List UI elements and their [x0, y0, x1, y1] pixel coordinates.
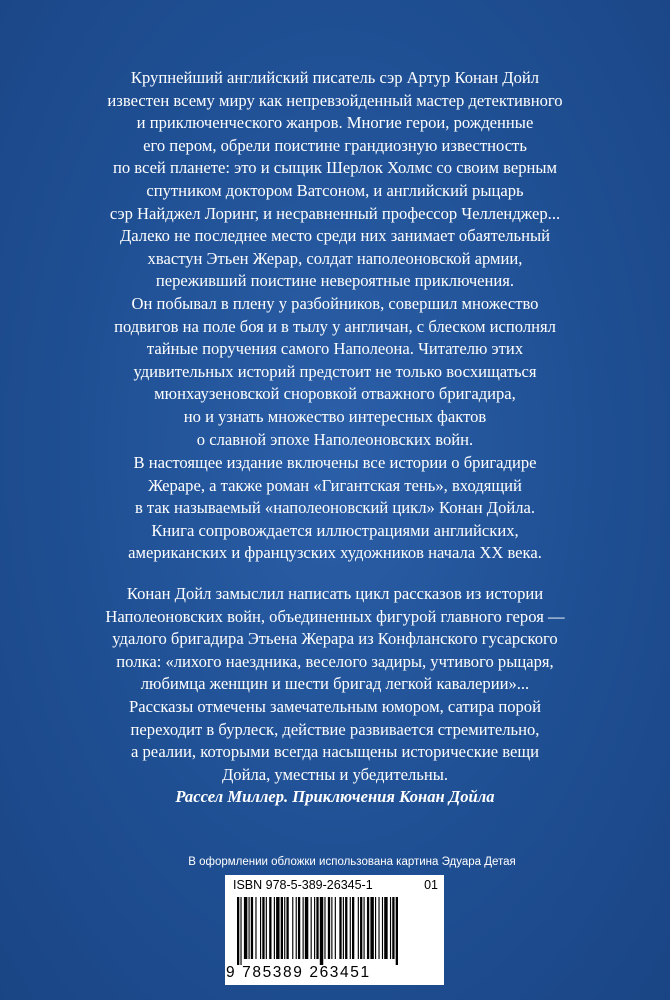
text-line: полка: «лихого наездника, веселого задиры, учтивого рыцаря, [116, 651, 554, 671]
quote-attribution: Рассел Миллер. Приключения Конан Дойла [175, 787, 495, 806]
cover-art-credit: В оформлении обложки использована картина Эдуара Детая [188, 856, 516, 868]
isbn-addon: 01 [424, 878, 438, 892]
barcode-bar [274, 897, 275, 959]
barcode-bar [269, 897, 271, 959]
barcode-bar [396, 897, 398, 965]
barcode-bar [298, 897, 300, 959]
barcode-bar [311, 897, 312, 959]
barcode-bar [249, 897, 250, 959]
barcode-bar [324, 897, 325, 959]
barcode-bar [281, 897, 283, 959]
text-line: удалого бригадира Этьена Жерара из Конфланского гусарского [112, 629, 558, 649]
text-line: тайные поручения самого Наполеона. Читателю этих [146, 339, 524, 359]
barcode-bar [255, 897, 256, 959]
barcode-bar [260, 897, 261, 959]
barcode-bar [345, 897, 347, 959]
barcode-bar [305, 897, 308, 959]
text-line: его пером, обрели поистине грандиозную известность [143, 135, 527, 155]
barcode-bar [390, 897, 391, 959]
text-line: по всей планете: это и сыщик Шерлок Холмс со своим верным [112, 158, 558, 178]
text-line: Книга сопровождается иллюстрациями английских, [151, 520, 519, 540]
barcode-bar [360, 897, 362, 959]
text-line: известен всему миру как непревзойденный мастер детективного [107, 90, 563, 110]
text-line: любимца женщин и шести бригад легкой кавалерии»... [140, 674, 530, 694]
text-line: В настоящее издание включены все истории о бригадире [133, 453, 537, 472]
barcode-bar [314, 897, 315, 959]
barcode-panel [225, 875, 444, 985]
text-line: спутником доктором Ватсоном, и английский рыцарь [146, 180, 524, 200]
barcode-bar [350, 897, 351, 959]
barcode-bar [370, 897, 373, 959]
barcode-bar [237, 897, 239, 965]
text-line: Конан Дойл замыслил написать цикл рассказов из истории [126, 584, 544, 603]
text-line: переживший поистине невероятные приключения. [155, 271, 515, 291]
barcode-bar [392, 897, 394, 959]
text-line: удивительных историй предстоит не только восхищаться [133, 361, 537, 381]
text-line: Наполеоновских войн, объединенных фигурой главного героя — [105, 606, 565, 626]
text-line: подвигов на поле боя и в тылу у англичан, с блеском исполнял [114, 316, 556, 336]
barcode-icon [233, 897, 436, 965]
blurb-paragraph-2 [60, 452, 610, 565]
barcode-bar [343, 897, 344, 959]
barcode-bar [316, 897, 318, 959]
blurb-paragraph-1 [60, 67, 610, 451]
text-line: о славной эпохе Наполеоновских войн. [196, 429, 474, 449]
isbn-label: ISBN 978-5-389-26345-1 [233, 878, 373, 892]
barcode-bar [352, 897, 354, 959]
text-line: но и узнать множество интересных фактов [183, 406, 487, 426]
barcode-bar [384, 897, 387, 959]
text-line: Дойла, уместны и убедительны. [221, 764, 449, 784]
text-line: переходит в бурлеск, действие развивается стремительно, [130, 719, 540, 739]
barcode-bar [358, 897, 359, 959]
barcode-bar [286, 897, 288, 959]
text-line: американских и французских художников начала XX века. [128, 543, 542, 563]
barcode-bar [240, 897, 241, 965]
barcode-digits: 9 785389 263451 [226, 964, 371, 981]
text-line: Он побывал в плену у разбойников, совершил множество [131, 293, 539, 313]
blurb-paragraph-3 [60, 583, 610, 786]
barcode-bar [296, 897, 297, 959]
barcode-bar [364, 897, 365, 959]
barcode-bar [375, 897, 376, 959]
text-line: и приключенческого жанров. Многие герои, рожденные [136, 113, 534, 133]
barcode-bar [331, 897, 332, 959]
isbn-row [233, 878, 438, 892]
barcode-bar [382, 897, 383, 959]
text-line: а реалии, которыми всегда насыщены исторические вещи [131, 742, 539, 762]
barcode-bar [266, 897, 267, 959]
text-line: мюнхаузеновской сноровкой отважного бригадира, [154, 384, 516, 404]
barcode-bar [367, 897, 369, 959]
barcode-bar [262, 897, 264, 959]
text-line: Далеко не последнее место среди них занимает обаятельный [119, 226, 551, 246]
barcode-bar [276, 897, 279, 959]
text-line: Рассказы отмечены замечательным юмором, сатира порой [129, 696, 541, 716]
barcode-bar [378, 897, 379, 959]
barcode-bar [292, 897, 293, 959]
barcode-bar [339, 897, 341, 959]
text-line: Жераре, а также роман «Гигантская тень», входящий [148, 475, 522, 495]
barcode-bar [328, 897, 330, 959]
barcode-bar [335, 897, 336, 959]
text-line: хвастун Этьен Жерар, солдат наполеоновской армии, [147, 248, 523, 268]
barcode-bar [244, 897, 247, 959]
barcode-bar [303, 897, 304, 959]
barcode-bar [320, 897, 323, 965]
barcode-bar [251, 897, 253, 959]
text-line: сэр Найджел Лоринг, и несравненный профессор Челленджер... [109, 203, 561, 223]
text-line: в так называемый «наполеоновский цикл» Конан Дойла. [134, 498, 536, 518]
barcode-bar [284, 897, 285, 959]
text-line: Крупнейший английский писатель сэр Артур Конан Дойл [130, 68, 540, 87]
